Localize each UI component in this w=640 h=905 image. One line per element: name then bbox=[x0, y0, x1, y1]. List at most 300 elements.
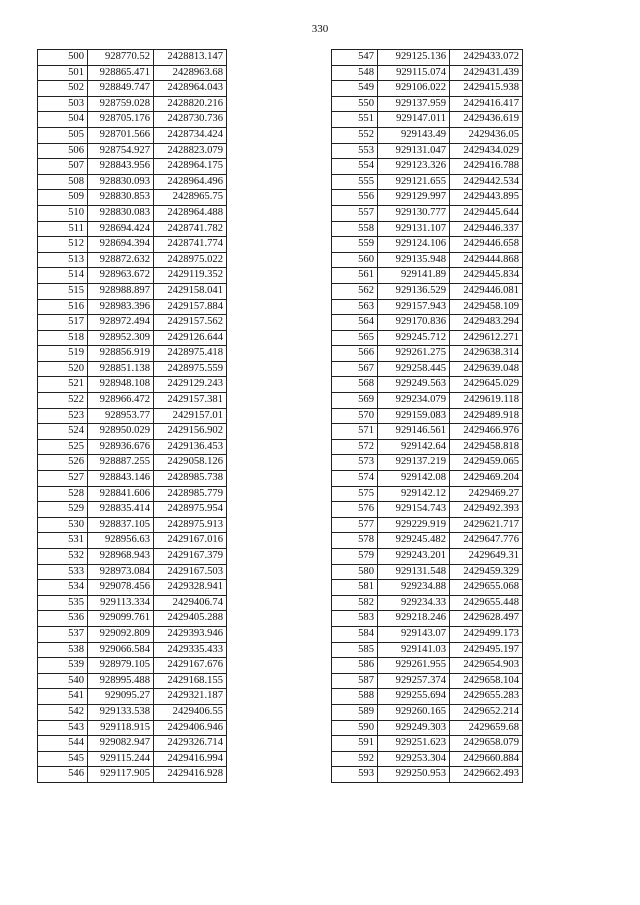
table-row bbox=[38, 673, 227, 689]
y-coordinate-cell: 2429492.393 bbox=[450, 502, 523, 518]
y-coordinate-cell: 2429659.68 bbox=[450, 720, 523, 736]
x-coordinate-cell: 929123.326 bbox=[378, 159, 450, 175]
x-coordinate-cell: 928705.176 bbox=[88, 112, 154, 128]
y-coordinate-cell: 2429167.676 bbox=[154, 658, 227, 674]
x-coordinate-cell: 928830.083 bbox=[88, 205, 154, 221]
y-coordinate-cell: 2429446.337 bbox=[450, 221, 523, 237]
table-row bbox=[38, 237, 227, 253]
y-coordinate-cell: 2428820.216 bbox=[154, 96, 227, 112]
table-row bbox=[332, 704, 523, 720]
point-number-cell: 506 bbox=[38, 143, 88, 159]
point-number-cell: 508 bbox=[38, 174, 88, 190]
table-row bbox=[38, 143, 227, 159]
y-coordinate-cell: 2429119.352 bbox=[154, 268, 227, 284]
table-row bbox=[332, 408, 523, 424]
table-row bbox=[38, 112, 227, 128]
table-row bbox=[38, 549, 227, 565]
y-coordinate-cell: 2428975.418 bbox=[154, 346, 227, 362]
table-row bbox=[38, 205, 227, 221]
point-number-cell: 527 bbox=[38, 471, 88, 487]
y-coordinate-cell: 2428741.774 bbox=[154, 237, 227, 253]
x-coordinate-cell: 929141.89 bbox=[378, 268, 450, 284]
table-row bbox=[332, 346, 523, 362]
point-number-cell: 516 bbox=[38, 299, 88, 315]
y-coordinate-cell: 2429619.118 bbox=[450, 393, 523, 409]
point-number-cell: 503 bbox=[38, 96, 88, 112]
y-coordinate-cell: 2429658.104 bbox=[450, 673, 523, 689]
table-row bbox=[38, 486, 227, 502]
table-row bbox=[332, 393, 523, 409]
x-coordinate-cell: 929082.947 bbox=[88, 736, 154, 752]
y-coordinate-cell: 2429469.204 bbox=[450, 471, 523, 487]
table-row bbox=[332, 439, 523, 455]
y-coordinate-cell: 2428741.782 bbox=[154, 221, 227, 237]
point-number-cell: 564 bbox=[332, 315, 378, 331]
table-row bbox=[332, 626, 523, 642]
point-number-cell: 515 bbox=[38, 283, 88, 299]
x-coordinate-cell: 928830.853 bbox=[88, 190, 154, 206]
table-row bbox=[38, 408, 227, 424]
table-row bbox=[332, 221, 523, 237]
y-coordinate-cell: 2429156.902 bbox=[154, 424, 227, 440]
x-coordinate-cell: 929260.165 bbox=[378, 704, 450, 720]
table-row bbox=[38, 393, 227, 409]
x-coordinate-cell: 929131.047 bbox=[378, 143, 450, 159]
table-row bbox=[38, 315, 227, 331]
point-number-cell: 518 bbox=[38, 330, 88, 346]
x-coordinate-cell: 928701.566 bbox=[88, 127, 154, 143]
table-row bbox=[332, 658, 523, 674]
y-coordinate-cell: 2429158.041 bbox=[154, 283, 227, 299]
y-coordinate-cell: 2429406.55 bbox=[154, 704, 227, 720]
table-row bbox=[38, 96, 227, 112]
table-row bbox=[38, 127, 227, 143]
x-coordinate-cell: 928835.414 bbox=[88, 502, 154, 518]
x-coordinate-cell: 928841.606 bbox=[88, 486, 154, 502]
x-coordinate-cell: 929243.201 bbox=[378, 549, 450, 565]
point-number-cell: 529 bbox=[38, 502, 88, 518]
x-coordinate-cell: 928851.138 bbox=[88, 361, 154, 377]
y-coordinate-cell: 2429458.818 bbox=[450, 439, 523, 455]
point-number-cell: 509 bbox=[38, 190, 88, 206]
x-coordinate-cell: 928983.396 bbox=[88, 299, 154, 315]
x-coordinate-cell: 929142.12 bbox=[378, 486, 450, 502]
point-number-cell: 554 bbox=[332, 159, 378, 175]
y-coordinate-cell: 2429660.884 bbox=[450, 751, 523, 767]
table-row bbox=[38, 517, 227, 533]
x-coordinate-cell: 928979.105 bbox=[88, 658, 154, 674]
table-row bbox=[332, 237, 523, 253]
table-row bbox=[38, 252, 227, 268]
y-coordinate-cell: 2429489.918 bbox=[450, 408, 523, 424]
x-coordinate-cell: 929066.584 bbox=[88, 642, 154, 658]
table-row bbox=[332, 143, 523, 159]
point-number-cell: 581 bbox=[332, 580, 378, 596]
table-row bbox=[332, 720, 523, 736]
x-coordinate-cell: 929124.106 bbox=[378, 237, 450, 253]
point-number-cell: 523 bbox=[38, 408, 88, 424]
table-row bbox=[38, 361, 227, 377]
table-row bbox=[38, 455, 227, 471]
table-row bbox=[38, 704, 227, 720]
table-row bbox=[38, 283, 227, 299]
x-coordinate-cell: 929250.953 bbox=[378, 767, 450, 783]
point-number-cell: 576 bbox=[332, 502, 378, 518]
point-number-cell: 565 bbox=[332, 330, 378, 346]
x-coordinate-cell: 929249.563 bbox=[378, 377, 450, 393]
x-coordinate-cell: 929129.997 bbox=[378, 190, 450, 206]
table-row bbox=[38, 50, 227, 66]
point-number-cell: 505 bbox=[38, 127, 88, 143]
table-row bbox=[332, 283, 523, 299]
x-coordinate-cell: 929142.08 bbox=[378, 471, 450, 487]
table-row bbox=[332, 611, 523, 627]
point-number-cell: 571 bbox=[332, 424, 378, 440]
table-row bbox=[332, 96, 523, 112]
y-coordinate-cell: 2429499.173 bbox=[450, 626, 523, 642]
point-number-cell: 504 bbox=[38, 112, 88, 128]
y-coordinate-cell: 2429129.243 bbox=[154, 377, 227, 393]
x-coordinate-cell: 928694.394 bbox=[88, 237, 154, 253]
point-number-cell: 539 bbox=[38, 658, 88, 674]
x-coordinate-cell: 929106.022 bbox=[378, 81, 450, 97]
y-coordinate-cell: 2428963.68 bbox=[154, 65, 227, 81]
x-coordinate-cell: 929115.244 bbox=[88, 751, 154, 767]
point-number-cell: 591 bbox=[332, 736, 378, 752]
point-number-cell: 557 bbox=[332, 205, 378, 221]
point-number-cell: 566 bbox=[332, 346, 378, 362]
table-row bbox=[332, 533, 523, 549]
point-number-cell: 502 bbox=[38, 81, 88, 97]
x-coordinate-cell: 928759.028 bbox=[88, 96, 154, 112]
x-coordinate-cell: 929130.777 bbox=[378, 205, 450, 221]
table-row bbox=[332, 471, 523, 487]
x-coordinate-cell: 928968.943 bbox=[88, 549, 154, 565]
x-coordinate-cell: 929229.919 bbox=[378, 517, 450, 533]
y-coordinate-cell: 2429483.294 bbox=[450, 315, 523, 331]
point-number-cell: 500 bbox=[38, 50, 88, 66]
point-number-cell: 535 bbox=[38, 595, 88, 611]
y-coordinate-cell: 2428964.488 bbox=[154, 205, 227, 221]
point-number-cell: 558 bbox=[332, 221, 378, 237]
point-number-cell: 587 bbox=[332, 673, 378, 689]
x-coordinate-cell: 929099.761 bbox=[88, 611, 154, 627]
y-coordinate-cell: 2429326.714 bbox=[154, 736, 227, 752]
y-coordinate-cell: 2429638.314 bbox=[450, 346, 523, 362]
point-number-cell: 570 bbox=[332, 408, 378, 424]
y-coordinate-cell: 2429458.109 bbox=[450, 299, 523, 315]
table-row bbox=[38, 159, 227, 175]
x-coordinate-cell: 929154.743 bbox=[378, 502, 450, 518]
table-row bbox=[38, 502, 227, 518]
table-row bbox=[332, 127, 523, 143]
x-coordinate-cell: 929251.623 bbox=[378, 736, 450, 752]
point-number-cell: 580 bbox=[332, 564, 378, 580]
y-coordinate-cell: 2429157.381 bbox=[154, 393, 227, 409]
x-coordinate-cell: 929234.33 bbox=[378, 595, 450, 611]
y-coordinate-cell: 2429649.31 bbox=[450, 549, 523, 565]
table-row bbox=[332, 486, 523, 502]
x-coordinate-cell: 929117.905 bbox=[88, 767, 154, 783]
x-coordinate-cell: 928956.63 bbox=[88, 533, 154, 549]
point-number-cell: 547 bbox=[332, 50, 378, 66]
table-row bbox=[38, 689, 227, 705]
x-coordinate-cell: 929146.561 bbox=[378, 424, 450, 440]
y-coordinate-cell: 2429157.562 bbox=[154, 315, 227, 331]
x-coordinate-cell: 929234.88 bbox=[378, 580, 450, 596]
table-row bbox=[38, 346, 227, 362]
point-number-cell: 544 bbox=[38, 736, 88, 752]
y-coordinate-cell: 2429495.197 bbox=[450, 642, 523, 658]
x-coordinate-cell: 928865.471 bbox=[88, 65, 154, 81]
table-row bbox=[332, 549, 523, 565]
table-row bbox=[332, 642, 523, 658]
point-number-cell: 534 bbox=[38, 580, 88, 596]
point-number-cell: 530 bbox=[38, 517, 88, 533]
table-row bbox=[332, 736, 523, 752]
table-row bbox=[38, 642, 227, 658]
x-coordinate-cell: 929245.482 bbox=[378, 533, 450, 549]
x-coordinate-cell: 928754.927 bbox=[88, 143, 154, 159]
y-coordinate-cell: 2429416.788 bbox=[450, 159, 523, 175]
x-coordinate-cell: 929261.275 bbox=[378, 346, 450, 362]
x-coordinate-cell: 929218.246 bbox=[378, 611, 450, 627]
x-coordinate-cell: 928953.77 bbox=[88, 408, 154, 424]
y-coordinate-cell: 2429335.433 bbox=[154, 642, 227, 658]
y-coordinate-cell: 2429157.884 bbox=[154, 299, 227, 315]
y-coordinate-cell: 2429167.379 bbox=[154, 549, 227, 565]
table-body-right bbox=[332, 50, 523, 783]
y-coordinate-cell: 2429442.534 bbox=[450, 174, 523, 190]
table-row bbox=[38, 736, 227, 752]
y-coordinate-cell: 2428823.079 bbox=[154, 143, 227, 159]
y-coordinate-cell: 2429639.048 bbox=[450, 361, 523, 377]
x-coordinate-cell: 928872.632 bbox=[88, 252, 154, 268]
y-coordinate-cell: 2429168.155 bbox=[154, 673, 227, 689]
y-coordinate-cell: 2428985.738 bbox=[154, 471, 227, 487]
table-row bbox=[332, 65, 523, 81]
table-row bbox=[332, 580, 523, 596]
point-number-cell: 578 bbox=[332, 533, 378, 549]
point-number-cell: 548 bbox=[332, 65, 378, 81]
y-coordinate-cell: 2429406.74 bbox=[154, 595, 227, 611]
point-number-cell: 555 bbox=[332, 174, 378, 190]
y-coordinate-cell: 2429446.081 bbox=[450, 283, 523, 299]
point-number-cell: 563 bbox=[332, 299, 378, 315]
point-number-cell: 511 bbox=[38, 221, 88, 237]
x-coordinate-cell: 929170.836 bbox=[378, 315, 450, 331]
y-coordinate-cell: 2429469.27 bbox=[450, 486, 523, 502]
y-coordinate-cell: 2429167.503 bbox=[154, 564, 227, 580]
point-number-cell: 588 bbox=[332, 689, 378, 705]
x-coordinate-cell: 929141.03 bbox=[378, 642, 450, 658]
y-coordinate-cell: 2429662.493 bbox=[450, 767, 523, 783]
table-row bbox=[332, 361, 523, 377]
x-coordinate-cell: 928963.672 bbox=[88, 268, 154, 284]
x-coordinate-cell: 928966.472 bbox=[88, 393, 154, 409]
point-number-cell: 545 bbox=[38, 751, 88, 767]
y-coordinate-cell: 2429444.868 bbox=[450, 252, 523, 268]
x-coordinate-cell: 928849.747 bbox=[88, 81, 154, 97]
point-number-cell: 536 bbox=[38, 611, 88, 627]
table-row bbox=[332, 595, 523, 611]
table-row bbox=[332, 424, 523, 440]
table-row bbox=[332, 50, 523, 66]
x-coordinate-cell: 929253.304 bbox=[378, 751, 450, 767]
x-coordinate-cell: 928843.146 bbox=[88, 471, 154, 487]
y-coordinate-cell: 2428975.913 bbox=[154, 517, 227, 533]
point-number-cell: 525 bbox=[38, 439, 88, 455]
y-coordinate-cell: 2429628.497 bbox=[450, 611, 523, 627]
x-coordinate-cell: 929234.079 bbox=[378, 393, 450, 409]
point-number-cell: 543 bbox=[38, 720, 88, 736]
point-number-cell: 501 bbox=[38, 65, 88, 81]
y-coordinate-cell: 2429436.05 bbox=[450, 127, 523, 143]
table-row bbox=[332, 767, 523, 783]
table-row bbox=[332, 564, 523, 580]
point-number-cell: 552 bbox=[332, 127, 378, 143]
point-number-cell: 556 bbox=[332, 190, 378, 206]
point-number-cell: 575 bbox=[332, 486, 378, 502]
y-coordinate-cell: 2429416.417 bbox=[450, 96, 523, 112]
y-coordinate-cell: 2429157.01 bbox=[154, 408, 227, 424]
x-coordinate-cell: 929249.303 bbox=[378, 720, 450, 736]
point-number-cell: 569 bbox=[332, 393, 378, 409]
table-row bbox=[332, 205, 523, 221]
y-coordinate-cell: 2429459.065 bbox=[450, 455, 523, 471]
x-coordinate-cell: 928837.105 bbox=[88, 517, 154, 533]
point-number-cell: 560 bbox=[332, 252, 378, 268]
y-coordinate-cell: 2429655.068 bbox=[450, 580, 523, 596]
y-coordinate-cell: 2429655.448 bbox=[450, 595, 523, 611]
point-number-cell: 510 bbox=[38, 205, 88, 221]
coordinates-table-left bbox=[37, 49, 227, 783]
x-coordinate-cell: 929125.136 bbox=[378, 50, 450, 66]
table-row bbox=[38, 424, 227, 440]
point-number-cell: 572 bbox=[332, 439, 378, 455]
y-coordinate-cell: 2428964.175 bbox=[154, 159, 227, 175]
table-row bbox=[38, 626, 227, 642]
y-coordinate-cell: 2429612.271 bbox=[450, 330, 523, 346]
x-coordinate-cell: 928950.029 bbox=[88, 424, 154, 440]
table-row bbox=[332, 299, 523, 315]
y-coordinate-cell: 2429416.928 bbox=[154, 767, 227, 783]
table-row bbox=[38, 330, 227, 346]
table-row bbox=[38, 751, 227, 767]
point-number-cell: 512 bbox=[38, 237, 88, 253]
point-number-cell: 520 bbox=[38, 361, 88, 377]
table-row bbox=[332, 190, 523, 206]
y-coordinate-cell: 2429621.717 bbox=[450, 517, 523, 533]
x-coordinate-cell: 928995.488 bbox=[88, 673, 154, 689]
y-coordinate-cell: 2429654.903 bbox=[450, 658, 523, 674]
y-coordinate-cell: 2429321.187 bbox=[154, 689, 227, 705]
point-number-cell: 589 bbox=[332, 704, 378, 720]
x-coordinate-cell: 929133.538 bbox=[88, 704, 154, 720]
table-row bbox=[38, 471, 227, 487]
table-row bbox=[38, 377, 227, 393]
x-coordinate-cell: 928830.093 bbox=[88, 174, 154, 190]
y-coordinate-cell: 2429406.946 bbox=[154, 720, 227, 736]
y-coordinate-cell: 2428965.75 bbox=[154, 190, 227, 206]
point-number-cell: 514 bbox=[38, 268, 88, 284]
point-number-cell: 583 bbox=[332, 611, 378, 627]
table-row bbox=[332, 252, 523, 268]
x-coordinate-cell: 929143.49 bbox=[378, 127, 450, 143]
y-coordinate-cell: 2429431.439 bbox=[450, 65, 523, 81]
table-row bbox=[38, 268, 227, 284]
y-coordinate-cell: 2429126.644 bbox=[154, 330, 227, 346]
point-number-cell: 513 bbox=[38, 252, 88, 268]
x-coordinate-cell: 929255.694 bbox=[378, 689, 450, 705]
table-row bbox=[332, 455, 523, 471]
table-row bbox=[38, 580, 227, 596]
table-row bbox=[38, 611, 227, 627]
x-coordinate-cell: 928936.676 bbox=[88, 439, 154, 455]
point-number-cell: 507 bbox=[38, 159, 88, 175]
y-coordinate-cell: 2429445.834 bbox=[450, 268, 523, 284]
x-coordinate-cell: 929115.074 bbox=[378, 65, 450, 81]
x-coordinate-cell: 929131.107 bbox=[378, 221, 450, 237]
y-coordinate-cell: 2428734.424 bbox=[154, 127, 227, 143]
y-coordinate-cell: 2428975.022 bbox=[154, 252, 227, 268]
point-number-cell: 585 bbox=[332, 642, 378, 658]
y-coordinate-cell: 2429433.072 bbox=[450, 50, 523, 66]
x-coordinate-cell: 928770.52 bbox=[88, 50, 154, 66]
point-number-cell: 553 bbox=[332, 143, 378, 159]
y-coordinate-cell: 2429658.079 bbox=[450, 736, 523, 752]
point-number-cell: 521 bbox=[38, 377, 88, 393]
table-row bbox=[332, 268, 523, 284]
y-coordinate-cell: 2429405.288 bbox=[154, 611, 227, 627]
x-coordinate-cell: 929245.712 bbox=[378, 330, 450, 346]
table-row bbox=[332, 81, 523, 97]
table-row bbox=[38, 767, 227, 783]
point-number-cell: 586 bbox=[332, 658, 378, 674]
x-coordinate-cell: 929257.374 bbox=[378, 673, 450, 689]
point-number-cell: 567 bbox=[332, 361, 378, 377]
x-coordinate-cell: 929137.959 bbox=[378, 96, 450, 112]
x-coordinate-cell: 928694.424 bbox=[88, 221, 154, 237]
point-number-cell: 532 bbox=[38, 549, 88, 565]
y-coordinate-cell: 2429645.029 bbox=[450, 377, 523, 393]
y-coordinate-cell: 2428964.043 bbox=[154, 81, 227, 97]
table-row bbox=[332, 315, 523, 331]
table-row bbox=[38, 299, 227, 315]
x-coordinate-cell: 929092.809 bbox=[88, 626, 154, 642]
point-number-cell: 538 bbox=[38, 642, 88, 658]
y-coordinate-cell: 2429445.644 bbox=[450, 205, 523, 221]
table-row bbox=[332, 689, 523, 705]
y-coordinate-cell: 2429167.016 bbox=[154, 533, 227, 549]
table-row bbox=[332, 751, 523, 767]
x-coordinate-cell: 928887.255 bbox=[88, 455, 154, 471]
table-row bbox=[38, 658, 227, 674]
point-number-cell: 574 bbox=[332, 471, 378, 487]
y-coordinate-cell: 2429436.619 bbox=[450, 112, 523, 128]
point-number-cell: 526 bbox=[38, 455, 88, 471]
y-coordinate-cell: 2429415.938 bbox=[450, 81, 523, 97]
point-number-cell: 550 bbox=[332, 96, 378, 112]
x-coordinate-cell: 929137.219 bbox=[378, 455, 450, 471]
table-row bbox=[38, 595, 227, 611]
x-coordinate-cell: 929121.655 bbox=[378, 174, 450, 190]
x-coordinate-cell: 928856.919 bbox=[88, 346, 154, 362]
y-coordinate-cell: 2429328.941 bbox=[154, 580, 227, 596]
point-number-cell: 582 bbox=[332, 595, 378, 611]
table-row bbox=[38, 439, 227, 455]
table-row bbox=[38, 221, 227, 237]
